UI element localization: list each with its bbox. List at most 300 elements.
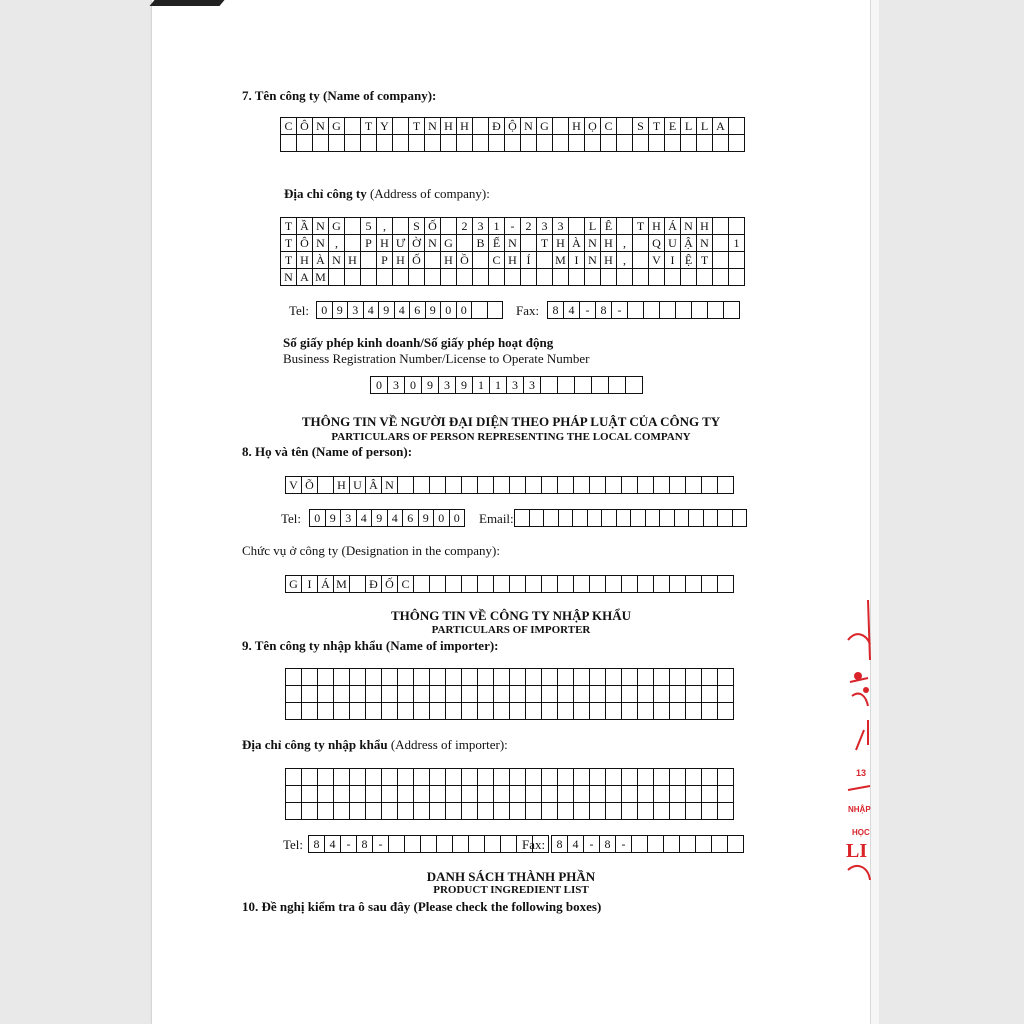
undefined-cell [430,803,446,820]
undefined-cell [382,669,398,686]
undefined-cell [686,686,702,703]
undefined-cell [574,786,590,803]
undefined-cell [350,576,366,593]
undefined-cell: T [409,118,425,135]
undefined-cell [425,252,441,269]
undefined-cell [558,803,574,820]
undefined-cell [544,510,559,527]
undefined-cell [609,377,626,394]
undefined-cell [286,703,302,720]
undefined-cell: 0 [457,302,473,319]
undefined-cell [446,769,462,786]
undefined-cell: 4 [357,510,373,527]
undefined-cell: Ờ [409,235,425,252]
undefined-cell: H [297,252,313,269]
undefined-cell: G [286,576,302,593]
undefined-cell: H [441,118,457,135]
undefined-cell [430,686,446,703]
undefined-cell [334,686,350,703]
undefined-cell: H [697,218,713,235]
undefined-cell [302,669,318,686]
undefined-cell [648,836,664,853]
undefined-cell [681,135,697,152]
undefined-cell [654,769,670,786]
undefined-cell [366,769,382,786]
undefined-cell: À [313,252,329,269]
undefined-cell [702,803,718,820]
undefined-cell [590,669,606,686]
undefined-cell [441,269,457,286]
license-label-vi: Số giấy phép kinh doanh/Số giấy phép hoạt động [283,335,554,350]
company-address-label-vi: Địa chỉ công ty [284,186,367,201]
undefined-cell [541,377,558,394]
undefined-cell [718,803,734,820]
license-number-grid [370,376,643,394]
undefined-cell [718,686,734,703]
undefined-cell [521,235,537,252]
undefined-cell: Ố [425,218,441,235]
undefined-cell [329,135,345,152]
undefined-cell [361,135,377,152]
undefined-cell [318,669,334,686]
scan-corner-shadow [149,0,224,6]
undefined-cell [494,703,510,720]
undefined-cell [425,269,441,286]
undefined-cell: H [457,118,473,135]
undefined-cell [649,135,665,152]
undefined-cell [462,803,478,820]
undefined-cell: U [350,477,366,494]
undefined-cell [622,703,638,720]
undefined-cell [574,686,590,703]
undefined-cell [585,135,601,152]
undefined-cell [638,576,654,593]
undefined-cell [366,703,382,720]
undefined-cell: T [537,235,553,252]
person-name-grid [285,476,734,494]
undefined-cell [425,135,441,152]
undefined-cell [494,786,510,803]
undefined-cell [622,803,638,820]
undefined-cell [334,669,350,686]
undefined-cell [606,703,622,720]
undefined-cell [334,703,350,720]
undefined-cell [302,786,318,803]
undefined-cell [537,269,553,286]
undefined-cell [366,786,382,803]
undefined-cell [718,477,734,494]
undefined-cell [446,477,462,494]
importer-title-vi: THÔNG TIN VỀ CÔNG TY NHẬP KHẨU [390,608,632,623]
undefined-cell: T [281,235,297,252]
undefined-cell [670,669,686,686]
undefined-cell: À [569,235,585,252]
undefined-cell: , [377,218,393,235]
undefined-cell: C [398,576,414,593]
undefined-cell [398,786,414,803]
undefined-cell [590,477,606,494]
importer-fax-label: Fax: [522,837,546,852]
undefined-cell: - [584,836,600,853]
undefined-cell [573,510,588,527]
undefined-cell [632,836,648,853]
undefined-cell [542,576,558,593]
undefined-cell [558,769,574,786]
undefined-cell [501,836,517,853]
ingredient-title-en: PRODUCT INGREDIENT LIST [433,884,589,896]
undefined-cell [494,669,510,686]
undefined-cell [590,686,606,703]
undefined-cell [602,510,617,527]
undefined-cell [430,669,446,686]
undefined-cell [622,686,638,703]
undefined-cell: U [665,235,681,252]
undefined-cell [350,669,366,686]
undefined-cell: P [361,235,377,252]
undefined-cell: 9 [333,302,349,319]
undefined-cell: Q [649,235,665,252]
undefined-cell [702,669,718,686]
undefined-cell: Ư [393,235,409,252]
undefined-cell [510,769,526,786]
undefined-cell [389,836,405,853]
undefined-cell [729,135,745,152]
undefined-cell [510,576,526,593]
undefined-cell [462,786,478,803]
undefined-cell [318,477,334,494]
section-10-heading: 10. Đề nghị kiểm tra ô sau đây (Please check the following boxes) [242,899,602,914]
undefined-cell: 0 [405,377,422,394]
undefined-cell [478,477,494,494]
undefined-cell [382,803,398,820]
undefined-cell [606,669,622,686]
undefined-cell: , [329,235,345,252]
undefined-cell [628,302,644,319]
undefined-cell: - [612,302,628,319]
undefined-cell: N [313,118,329,135]
undefined-cell: M [313,269,329,286]
undefined-cell: 4 [568,836,584,853]
undefined-cell: T [281,252,297,269]
undefined-cell [398,769,414,786]
undefined-cell [638,769,654,786]
undefined-cell [366,803,382,820]
undefined-cell: N [329,252,345,269]
undefined-cell: 9 [379,302,395,319]
undefined-cell [515,510,530,527]
undefined-cell [297,135,313,152]
undefined-cell [606,576,622,593]
undefined-cell: G [329,118,345,135]
undefined-cell: Â [366,477,382,494]
importer-title-en: PARTICULARS OF IMPORTER [431,624,591,636]
undefined-cell [654,803,670,820]
undefined-cell [646,510,661,527]
undefined-cell: Ê [601,218,617,235]
undefined-cell [675,510,690,527]
undefined-cell [350,686,366,703]
undefined-cell [631,510,646,527]
undefined-cell [569,135,585,152]
undefined-cell [361,269,377,286]
undefined-cell [478,703,494,720]
undefined-cell: 8 [548,302,564,319]
undefined-cell [729,252,745,269]
undefined-cell [713,218,729,235]
undefined-cell [334,769,350,786]
undefined-cell [686,703,702,720]
undefined-cell: Á [318,576,334,593]
undefined-cell [526,786,542,803]
undefined-cell: L [585,218,601,235]
undefined-cell [318,803,334,820]
undefined-cell: C [281,118,297,135]
undefined-cell [697,269,713,286]
undefined-cell [489,269,505,286]
undefined-cell: 4 [564,302,580,319]
undefined-cell: 3 [473,218,489,235]
undefined-cell: - [373,836,389,853]
undefined-cell [617,135,633,152]
undefined-cell: 3 [553,218,569,235]
undefined-cell: 0 [317,302,333,319]
undefined-cell [665,269,681,286]
undefined-cell [421,836,437,853]
undefined-cell: 0 [434,510,450,527]
undefined-cell: N [425,235,441,252]
undefined-cell: 6 [403,510,419,527]
undefined-cell [302,686,318,703]
undefined-cell [409,269,425,286]
undefined-cell [670,803,686,820]
importer-address-label [242,738,508,751]
representative-title-en: PARTICULARS OF PERSON REPRESENTING THE LOCAL COMPANY [331,431,691,443]
undefined-cell [590,703,606,720]
undefined-cell [489,135,505,152]
representative-title-vi: THÔNG TIN VỀ NGƯỜI ĐẠI DIỆN THEO PHÁP LUẬT CỦA CÔNG TY [301,414,721,429]
designation-label: Chức vụ ở công ty (Designation in the company): [242,543,500,558]
undefined-cell: Í [521,252,537,269]
undefined-cell [680,836,696,853]
undefined-cell [457,269,473,286]
undefined-cell: - [616,836,632,853]
undefined-cell [558,686,574,703]
undefined-cell [660,302,676,319]
undefined-cell [430,477,446,494]
undefined-cell [350,703,366,720]
undefined-cell [414,703,430,720]
undefined-cell [350,769,366,786]
undefined-cell [526,803,542,820]
undefined-cell: H [345,252,361,269]
undefined-cell [617,118,633,135]
undefined-cell [689,510,704,527]
undefined-cell [638,703,654,720]
undefined-cell: I [302,576,318,593]
undefined-cell: 0 [371,377,388,394]
undefined-cell: Ế [489,235,505,252]
undefined-cell [286,803,302,820]
undefined-cell [542,786,558,803]
undefined-cell [345,135,361,152]
undefined-cell: T [649,118,665,135]
undefined-cell: 6 [410,302,426,319]
undefined-cell [606,477,622,494]
undefined-cell: Ố [382,576,398,593]
undefined-cell [718,769,734,786]
undefined-cell [286,769,302,786]
undefined-cell [729,218,745,235]
undefined-cell [521,135,537,152]
undefined-cell [542,769,558,786]
undefined-cell: 1 [490,377,507,394]
undefined-cell [473,135,489,152]
undefined-cell [542,703,558,720]
undefined-cell [505,135,521,152]
undefined-cell [478,686,494,703]
undefined-cell: Ô [297,118,313,135]
undefined-cell [382,786,398,803]
undefined-cell [345,269,361,286]
undefined-cell [437,836,453,853]
undefined-cell: Ố [409,252,425,269]
undefined-cell [398,477,414,494]
undefined-cell [361,252,377,269]
undefined-cell: A [713,118,729,135]
undefined-cell [638,669,654,686]
undefined-cell: M [553,252,569,269]
undefined-cell: 9 [456,377,473,394]
undefined-cell [494,769,510,786]
undefined-cell [377,135,393,152]
undefined-cell [526,703,542,720]
undefined-cell: M [334,576,350,593]
undefined-cell: - [341,836,357,853]
undefined-cell [446,803,462,820]
undefined-cell: N [681,218,697,235]
importer-tel-grid [308,835,549,853]
undefined-cell [286,669,302,686]
undefined-cell [366,669,382,686]
undefined-cell [702,477,718,494]
undefined-cell [622,576,638,593]
undefined-cell [681,269,697,286]
importer-address-grid [285,768,734,820]
undefined-cell [302,803,318,820]
undefined-cell: 8 [596,302,612,319]
undefined-cell [713,269,729,286]
undefined-cell [553,135,569,152]
undefined-cell [712,836,728,853]
undefined-cell [393,135,409,152]
stamp-text-3: LI [846,840,868,862]
undefined-cell: 3 [388,377,405,394]
company-fax-label: Fax: [516,303,540,318]
undefined-cell [350,786,366,803]
undefined-cell: N [313,218,329,235]
undefined-cell: 3 [348,302,364,319]
undefined-cell [585,269,601,286]
undefined-cell [588,510,603,527]
undefined-cell [398,803,414,820]
undefined-cell [526,686,542,703]
undefined-cell [654,786,670,803]
undefined-cell [718,703,734,720]
undefined-cell [553,118,569,135]
undefined-cell [414,686,430,703]
undefined-cell: - [580,302,596,319]
undefined-cell [414,669,430,686]
undefined-cell [617,269,633,286]
undefined-cell [453,836,469,853]
undefined-cell [622,786,638,803]
undefined-cell [558,669,574,686]
undefined-cell: - [505,218,521,235]
undefined-cell [654,576,670,593]
undefined-cell [473,252,489,269]
undefined-cell [729,118,745,135]
undefined-cell [670,686,686,703]
person-email-grid [514,509,747,527]
undefined-cell: Y [377,118,393,135]
undefined-cell: 4 [364,302,380,319]
undefined-cell [446,703,462,720]
undefined-cell: 9 [419,510,435,527]
undefined-cell [633,235,649,252]
undefined-cell [457,135,473,152]
importer-address-label-vi: Địa chỉ công ty nhập khẩu [242,737,388,752]
undefined-cell [713,135,729,152]
undefined-cell [286,686,302,703]
undefined-cell [638,786,654,803]
undefined-cell [494,803,510,820]
undefined-cell: 4 [388,510,404,527]
undefined-cell: Ầ [297,218,313,235]
undefined-cell: V [286,477,302,494]
undefined-cell: H [441,252,457,269]
undefined-cell [494,576,510,593]
company-address-label-en: (Address of company): [369,186,490,201]
undefined-cell: 0 [450,510,466,527]
undefined-cell [670,477,686,494]
undefined-cell [638,686,654,703]
undefined-cell [606,786,622,803]
ingredient-title-vi: DANH SÁCH THÀNH PHẦN [426,869,596,884]
undefined-cell [670,576,686,593]
undefined-cell [329,269,345,286]
undefined-cell [686,786,702,803]
undefined-cell [654,686,670,703]
undefined-cell [478,576,494,593]
undefined-cell [542,686,558,703]
undefined-cell [559,510,574,527]
undefined-cell: N [697,235,713,252]
undefined-cell: 3 [537,218,553,235]
undefined-cell [601,269,617,286]
undefined-cell [654,703,670,720]
undefined-cell [405,836,421,853]
undefined-cell: 4 [325,836,341,853]
stamp-text-4: 13 [856,768,867,778]
undefined-cell: T [697,252,713,269]
company-fax-grid [547,301,740,319]
undefined-cell [473,269,489,286]
undefined-cell [302,769,318,786]
importer-name-grid [285,668,734,720]
person-email-label: Email: [479,511,514,526]
undefined-cell [526,769,542,786]
undefined-cell [430,576,446,593]
